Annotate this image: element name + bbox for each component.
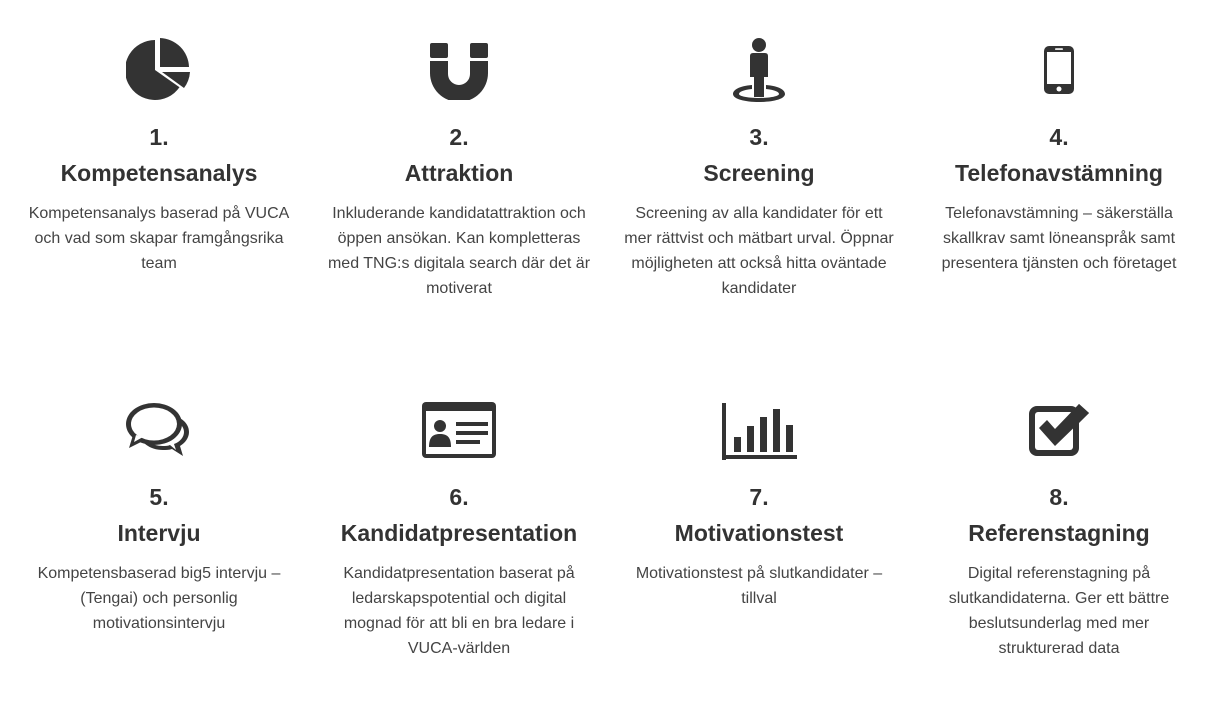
step-number: 1. [149, 124, 169, 150]
step-title: Telefonavstämning [955, 160, 1163, 186]
step-title: Kompetensanalys [60, 160, 258, 186]
step-card-7 [614, 398, 904, 611]
step-number: 8. [1049, 484, 1069, 510]
person-target-icon [614, 38, 904, 102]
step-description: Kandidatpresentation baserat på ledarskapspotential och digital mognad för att bli en bra ledare i VUCA-världen [343, 565, 575, 657]
magnet-icon [314, 38, 604, 102]
step-number: 4. [1049, 124, 1069, 150]
step-card-1 [14, 38, 304, 276]
step-card-4 [914, 38, 1204, 276]
step-number: 2. [449, 124, 469, 150]
step-number: 6. [449, 484, 469, 510]
bar-chart-icon [614, 398, 904, 462]
step-card-8 [914, 398, 1204, 661]
mobile-phone-icon [914, 38, 1204, 102]
step-description: Screening av alla kandidater för ett mer rättvist och mätbart urval. Öppnar möjligheten att också hitta oväntade kandidater [624, 205, 894, 297]
step-title: Attraktion [404, 160, 514, 186]
step-description: Inkluderande kandidatattraktion och öppen ansökan. Kan kompletteras med TNG:s digitala search där det är motiverat [327, 205, 591, 297]
step-number: 3. [749, 124, 769, 150]
step-description: Kompetensbaserad big5 intervju – (Tengai) och personlig motivationsintervju [37, 565, 281, 632]
checkbox-checked-icon [914, 398, 1204, 462]
step-title: Kandidatpresentation [340, 520, 578, 546]
step-number: 5. [149, 484, 169, 510]
step-description: Motivationstest på slutkandidater – tillval [635, 565, 883, 607]
step-title: Referenstagning [968, 520, 1150, 546]
step-title: Intervju [117, 520, 201, 546]
pie-chart-icon [14, 38, 304, 102]
step-card-6 [314, 398, 604, 661]
step-card-2 [314, 38, 604, 301]
step-title: Screening [703, 160, 815, 186]
step-card-5 [14, 398, 304, 636]
step-description: Digital referenstagning på slutkandidaterna. Ger ett bättre beslutsunderlag med mer strukturerad data [948, 565, 1170, 657]
chat-bubbles-icon [14, 398, 304, 462]
step-title: Motivationstest [674, 520, 844, 546]
step-card-3 [614, 38, 904, 301]
step-description: Telefonavstämning – säkerställa skallkrav samt löneanspråk samt presentera tjänsten och företaget [941, 205, 1177, 272]
step-description: Kompetensanalys baserad på VUCA och vad som skapar framgångsrika team [28, 205, 290, 272]
step-number: 7. [749, 484, 769, 510]
id-card-icon [314, 398, 604, 462]
